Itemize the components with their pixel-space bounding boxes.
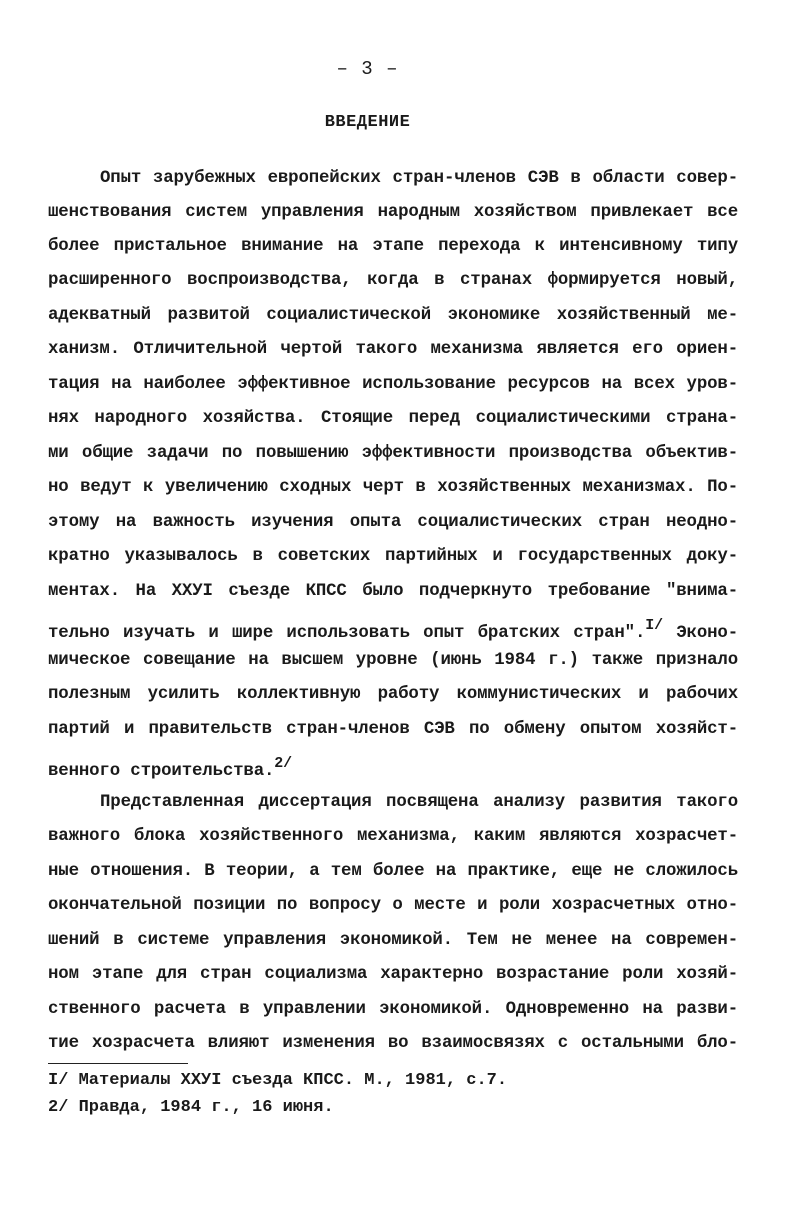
footnote-ref-1: I/: [645, 617, 663, 634]
footnote-1: I/ Материалы ХХУI съезда КПСС. М., 1981, с.7.: [48, 1071, 508, 1090]
text-line: шенствования систем управления народным хозяйством привлекает все: [48, 203, 738, 222]
text-line: шений в системе управления экономикой. Тем не менее на современ-: [48, 931, 738, 950]
text-line: окончательной позиции по вопросу о месте и роли хозрасчетных отно-: [48, 896, 738, 915]
footnote-ref-2: 2/: [274, 755, 292, 772]
text-line: Представленная диссертация посвящена анализу развития такого: [100, 793, 738, 812]
page-number: – 3 –: [336, 58, 399, 80]
text-line: ные отношения. В теории, а тем более на практике, еще не сложилось: [48, 862, 738, 881]
text-line: партий и правительств стран-членов СЭВ по обмену опытом хозяйст-: [48, 720, 738, 739]
text-line-with-footnote-ref: [48, 753, 738, 783]
text-line: ственного расчета в управлении экономикой. Одновременно на разви-: [48, 1000, 738, 1019]
footnote-divider: [48, 1063, 188, 1064]
text-line: расширенного воспроизводства, когда в странах формируется новый,: [48, 271, 738, 290]
text-line: более пристальное внимание на этапе перехода к интенсивному типу: [48, 237, 738, 256]
text-line: адекватный развитой социалистической экономике хозяйственный ме-: [48, 306, 738, 325]
text-line: ном этапе для стран социализма характерно возрастание роли хозяй-: [48, 965, 738, 984]
text-line: важного блока хозяйственного механизма, каким являются хозрасчет-: [48, 827, 738, 846]
footnote-2: 2/ Правда, 1984 г., 16 июня.: [48, 1098, 334, 1117]
text-line-with-footnote-ref: [48, 615, 738, 645]
text-line: Опыт зарубежных европейских стран-членов СЭВ в области совер-: [100, 169, 738, 188]
text-line: ханизм. Отличительной чертой такого механизма является его ориен-: [48, 340, 738, 359]
text-line: ментах. На ХХУI съезде КПСС было подчеркнуто требование "внима-: [48, 582, 738, 601]
text-line: нях народного хозяйства. Стоящие перед социалистическими страна-: [48, 409, 738, 428]
text-line: тация на наиболее эффективное использование ресурсов на всех уров-: [48, 375, 738, 394]
text-line: ми общие задачи по повышению эффективности производства объектив-: [48, 444, 738, 463]
text-line: этому на важность изучения опыта социалистических стран неодно-: [48, 513, 738, 532]
text-segment: Эконо-: [662, 624, 738, 643]
text-segment: венного строительства.: [48, 762, 275, 781]
text-line: кратно указывалось в советских партийных и государственных доку-: [48, 547, 738, 566]
text-line: полезным усилить коллективную работу коммунистических и рабочих: [48, 685, 738, 704]
text-segment: тельно изучать и шире использовать опыт братских стран".: [48, 624, 646, 643]
text-line: но ведут к увеличению сходных черт в хозяйственных механизмах. По-: [48, 478, 738, 497]
text-line: тие хозрасчета влияют изменения во взаимосвязях с остальными бло-: [48, 1034, 738, 1053]
section-heading: ВВЕДЕНИЕ: [324, 113, 411, 132]
text-line: мическое совещание на высшем уровне (июнь 1984 г.) также признало: [48, 651, 738, 670]
